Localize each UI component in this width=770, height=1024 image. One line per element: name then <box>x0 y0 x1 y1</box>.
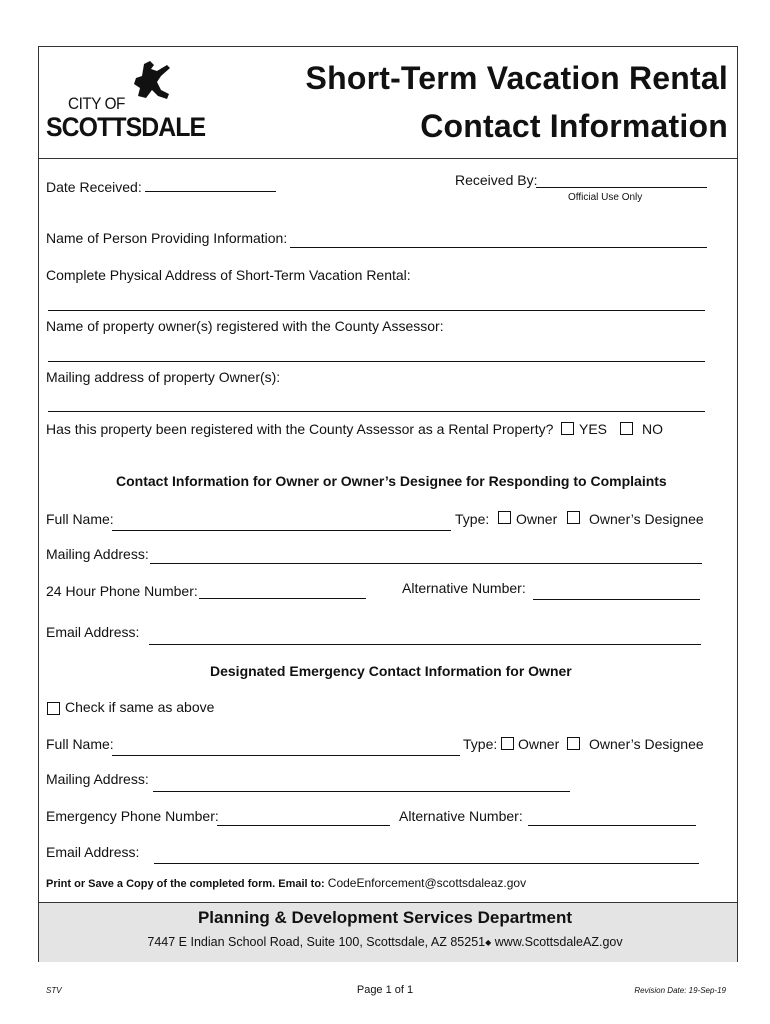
contact-owner-checkbox[interactable] <box>498 511 511 524</box>
emergency-alt-label: Alternative Number: <box>399 808 523 824</box>
contact-mailing-label: Mailing Address: <box>46 546 149 562</box>
department-website[interactable]: www.ScottsdaleAZ.gov <box>494 935 623 949</box>
revision-date: Revision Date: 19-Sep-19 <box>634 986 726 995</box>
form-code: STV <box>46 986 62 995</box>
same-as-above-checkbox[interactable] <box>47 702 60 715</box>
date-received-field[interactable] <box>145 191 276 192</box>
official-use-note: Official Use Only <box>568 192 643 203</box>
emergency-email-field[interactable] <box>154 863 699 864</box>
physical-address-label: Complete Physical Address of Short-Term Vacation Rental: <box>46 267 411 283</box>
owner-names-label: Name of property owner(s) registered with the County Assessor: <box>46 318 444 334</box>
emergency-section-heading: Designated Emergency Contact Information for Owner <box>210 663 572 679</box>
department-address: 7447 E Indian School Road, Suite 100, Scottsdale, AZ 85251 <box>147 935 486 949</box>
emergency-designee-checkbox[interactable] <box>567 737 580 750</box>
logo-city-of: CITY OF <box>68 94 125 113</box>
contact-email-label: Email Address: <box>46 624 140 640</box>
form-title-line1: Short-Term Vacation Rental <box>305 60 728 96</box>
contact-alt-field[interactable] <box>533 599 700 600</box>
contact-designee-checkbox[interactable] <box>567 511 580 524</box>
yes-label: YES <box>579 421 608 437</box>
contact-phone-label: 24 Hour Phone Number: <box>46 583 198 599</box>
emergency-alt-field[interactable] <box>528 825 696 826</box>
submit-instructions <box>46 876 526 890</box>
no-checkbox[interactable] <box>620 422 633 435</box>
emergency-full-name-label: Full Name: <box>46 736 114 752</box>
emergency-phone-field[interactable] <box>217 825 390 826</box>
contact-type-label: Type: <box>455 511 490 527</box>
diamond-separator-icon: ◆ <box>485 938 492 948</box>
emergency-full-name-field[interactable] <box>112 755 460 756</box>
city-logo <box>46 60 206 148</box>
contact-email-field[interactable] <box>149 644 701 645</box>
page-number: Page 1 of 1 <box>356 984 414 996</box>
header-divider <box>38 158 738 159</box>
emergency-designee-label: Owner’s Designee <box>589 736 704 752</box>
name-provider-label: Name of Person Providing Information: <box>46 230 288 246</box>
received-by-field[interactable] <box>536 187 707 188</box>
date-received-label: Date Received: <box>46 179 142 195</box>
contact-owner-label: Owner <box>516 511 558 527</box>
physical-address-field[interactable] <box>48 310 705 311</box>
contact-section-heading: Contact Information for Owner or Owner’s Designee for Responding to Complaints <box>116 473 667 489</box>
submit-instruction-text: Print or Save a Copy of the completed form. Email to: <box>46 878 325 890</box>
emergency-owner-label: Owner <box>518 736 560 752</box>
emergency-type-label: Type: <box>463 736 498 752</box>
emergency-phone-label: Emergency Phone Number: <box>46 808 219 824</box>
department-address-line <box>0 935 770 949</box>
name-provider-field[interactable] <box>290 247 707 248</box>
emergency-email-label: Email Address: <box>46 844 140 860</box>
emergency-owner-checkbox[interactable] <box>501 737 514 750</box>
same-as-above-label: Check if same as above <box>65 699 215 715</box>
owner-names-field[interactable] <box>48 361 705 362</box>
logo-scottsdale: SCOTTSDALE <box>46 112 206 142</box>
mailing-owner-label: Mailing address of property Owner(s): <box>46 369 281 385</box>
contact-full-name-field[interactable] <box>112 530 451 531</box>
registered-question: Has this property been registered with the County Assessor as a Rental Property? <box>46 421 554 437</box>
no-label: NO <box>642 421 663 437</box>
submit-email-link[interactable]: CodeEnforcement@scottsdaleaz.gov <box>327 876 527 890</box>
contact-alt-label: Alternative Number: <box>402 580 526 596</box>
contact-full-name-label: Full Name: <box>46 511 114 527</box>
yes-checkbox[interactable] <box>561 422 574 435</box>
form-title-line2: Contact Information <box>420 108 728 144</box>
contact-designee-label: Owner’s Designee <box>589 511 704 527</box>
contact-phone-field[interactable] <box>199 598 366 599</box>
received-by-label: Received By: <box>455 172 538 188</box>
bronco-rider-icon <box>126 60 176 112</box>
department-name: Planning & Development Services Department <box>197 908 573 927</box>
emergency-mailing-label: Mailing Address: <box>46 771 149 787</box>
emergency-mailing-field[interactable] <box>153 791 570 792</box>
mailing-owner-field[interactable] <box>48 411 705 412</box>
contact-mailing-field[interactable] <box>150 563 702 564</box>
